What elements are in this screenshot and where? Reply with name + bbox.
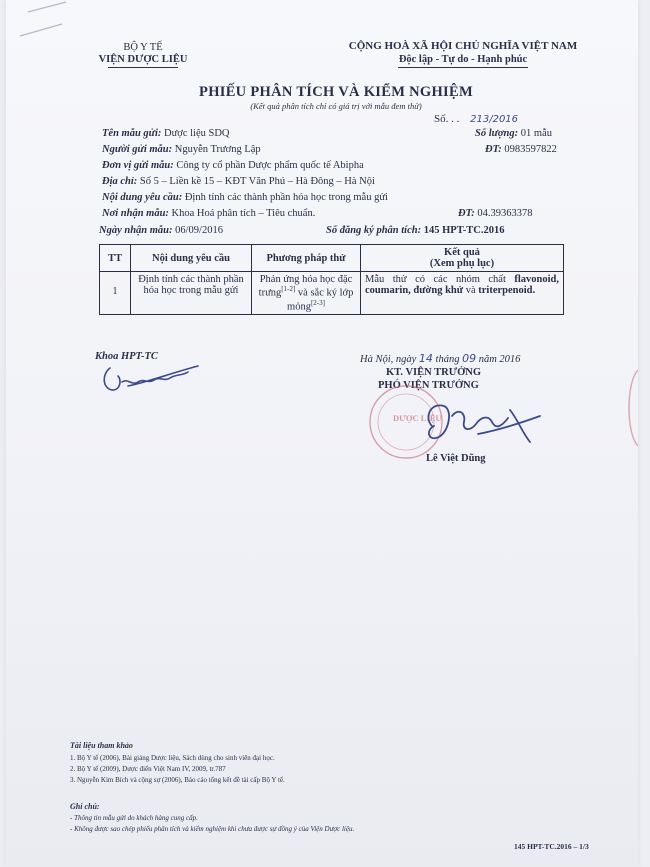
- field-value: 145 HPT-TC.2016: [423, 225, 505, 236]
- results-table: [99, 244, 564, 315]
- signer-role-2: PHÓ VIỆN TRƯỞNG: [378, 380, 479, 391]
- field-label: Đơn vị gửi mẫu:: [102, 160, 174, 171]
- field-label: Địa chỉ:: [102, 176, 138, 187]
- note-item: - Thông tin mẫu gửi do khách hàng cung cấp.: [70, 814, 198, 822]
- field-value: Dược liệu SDQ: [164, 128, 230, 139]
- nation-line-1: CỘNG HOÀ XÃ HỘI CHỦ NGHĨA VIỆT NAM: [348, 40, 578, 52]
- document-number: Số. . . 213/2016: [434, 113, 519, 125]
- field-value: Nguyễn Trương Lập: [174, 144, 261, 155]
- document-page: [6, 0, 638, 867]
- field-nguoi-gui: [102, 144, 261, 155]
- field-label: Số đăng ký phân tích:: [326, 225, 422, 236]
- table-row: [100, 272, 564, 315]
- document-number-value: 213/2016: [470, 114, 519, 125]
- field-label: Người gửi mẫu:: [102, 144, 173, 155]
- director-signature-icon: [418, 396, 548, 452]
- field-value: Số 5 – Liền kề 15 – KĐT Văn Phú – Hà Đông – Hà Nội: [139, 176, 375, 187]
- notes-title: Ghi chú:: [70, 802, 100, 811]
- nation-line-2: Độc lập - Tự do - Hạnh phúc: [398, 54, 528, 65]
- org-line-1: BỘ Y TẾ: [123, 42, 163, 53]
- paper-edge-mark-icon: [0, 0, 70, 40]
- kq-bold-2: triterpenoid.: [478, 285, 536, 296]
- field-label: Nơi nhận mẫu:: [102, 208, 169, 219]
- signing-date: [360, 352, 520, 365]
- reference-item: 1. Bộ Y tế (2006), Bài giảng Dược liệu, Sách dùng cho sinh viên đại học.: [70, 754, 275, 762]
- date-month: 09: [462, 352, 477, 365]
- kq-text: Mẫu thử có các nhóm chất: [365, 274, 515, 285]
- field-so-luong: [475, 128, 552, 139]
- document-number-label: Số: [434, 113, 446, 125]
- org-line-2: VIỆN DƯỢC LIỆU: [98, 54, 188, 65]
- stamp-text: DƯỢC LIỆU: [393, 413, 442, 423]
- field-value: Công ty cổ phần Dược phẩm quốc tế Abipha: [176, 160, 364, 171]
- edge-stamp-icon: [624, 368, 638, 448]
- field-label: Số lượng:: [475, 128, 519, 139]
- header-tt: TT: [100, 245, 131, 272]
- nation-header: [298, 40, 628, 68]
- note-item: - Không được sao chép phiếu phân tích và kiểm nghiệm khi chưa được sự đồng ý của Viện Dược liệu.: [70, 825, 355, 833]
- field-dt-1: [485, 144, 557, 155]
- date-year: năm 2016: [478, 354, 521, 365]
- pp-ref-2: [2-3]: [310, 298, 325, 307]
- field-value: 06/09/2016: [175, 225, 223, 236]
- field-noi-nhan: [102, 208, 315, 219]
- cell-tt: 1: [100, 272, 131, 315]
- field-don-vi: [102, 160, 364, 171]
- field-value: 04.39363378: [477, 208, 533, 219]
- references-title: Tài liệu tham khảo: [70, 741, 133, 750]
- date-day: 14: [418, 352, 433, 365]
- field-label: Ngày nhận mẫu:: [99, 225, 173, 236]
- field-label: ĐT:: [485, 144, 502, 155]
- cell-phuong-phap: [252, 272, 361, 315]
- kq-and: và: [463, 285, 479, 296]
- reference-item: 2. Bộ Y tế (2009), Dược điển Việt Nam IV, 2009, tr.787: [70, 765, 226, 773]
- header-phuong-phap: Phương pháp thử: [252, 245, 361, 272]
- date-month-label: tháng: [435, 354, 460, 365]
- date-prefix: Hà Nội, ngày: [360, 354, 417, 365]
- field-value: Định tính các thành phần hóa học trong mẫu gửi: [184, 192, 388, 203]
- field-dia-chi: [102, 176, 375, 187]
- cell-noi-dung: Định tính các thành phần hóa học trong mẫu gửi: [131, 272, 252, 315]
- document-subtitle: (Kết quả phân tích chỉ có giá trị với mẫu đem thử): [250, 101, 422, 111]
- pp-text-1: Phản ứng hóa học đặc trưng: [258, 274, 353, 299]
- field-value: 01 mẫu: [520, 128, 552, 139]
- page-footer: 145 HPT-TC.2016 – 1/3: [514, 842, 589, 851]
- table-header-row: [100, 245, 564, 272]
- cell-ket-qua: [361, 272, 564, 315]
- field-label: ĐT:: [458, 208, 475, 219]
- field-label: Nội dung yêu cầu:: [102, 192, 183, 203]
- document-title: PHIẾU PHÂN TÍCH VÀ KIỂM NGHIỆM: [199, 84, 473, 100]
- field-dt-2: [458, 208, 532, 219]
- kq-bold-1: flavonoid, coumarin, đường khử: [365, 274, 559, 296]
- header-ket-qua: [361, 245, 564, 272]
- field-so-dang-ky: [326, 225, 504, 236]
- left-signature-title: Khoa HPT-TC: [95, 351, 158, 362]
- org-rule: [108, 67, 178, 68]
- header-noi-dung: Nội dung yêu cầu: [131, 245, 252, 272]
- left-signature-icon: [98, 360, 208, 396]
- header-ket-qua-line-2: (Xem phụ lục): [429, 258, 495, 269]
- signer-name: Lê Việt Dũng: [426, 453, 486, 464]
- field-label: Tên mẫu gửi:: [102, 128, 162, 139]
- reference-item: 3. Nguyễn Kim Bích và cộng sự (2006), Báo cáo tổng kết đề tài cấp Bộ Y tế.: [70, 776, 285, 784]
- pp-text-2: và sắc ký lớp mỏng: [287, 287, 354, 312]
- field-value: 0983597822: [504, 144, 557, 155]
- field-ngay-nhan: [99, 225, 223, 236]
- nation-rule: [398, 67, 528, 68]
- field-value: Khoa Hoá phân tích – Tiêu chuẩn.: [171, 208, 316, 219]
- org-header: [78, 42, 208, 68]
- field-noi-dung: [102, 192, 388, 203]
- signer-role-1: KT. VIỆN TRƯỞNG: [386, 367, 482, 378]
- pp-ref-1: [1-2]: [281, 285, 296, 293]
- field-ten-mau: [102, 128, 230, 139]
- header-ket-qua-line-1: Kết quả: [444, 247, 480, 258]
